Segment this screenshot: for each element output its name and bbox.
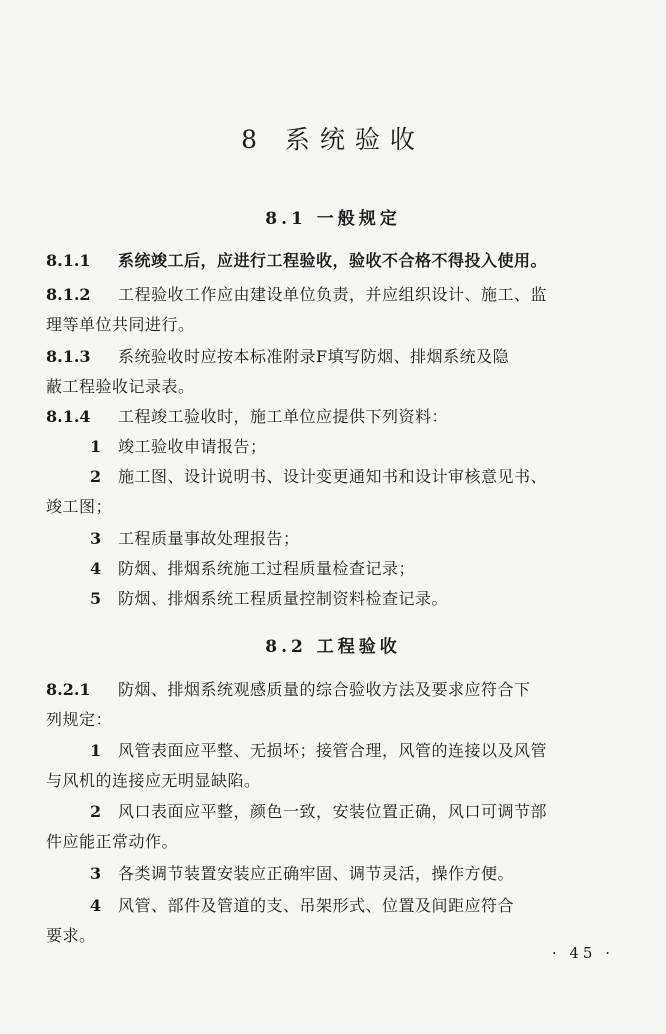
list-item [90,741,626,761]
list-item-continuation: 件应能正常动作。 [46,832,179,851]
clause-8-1-3-continuation: 蔽工程验收记录表。 [46,377,195,396]
item-text: 防烟、排烟系统施工过程质量检查记录； [118,559,416,578]
page-number: · 45 · [551,944,614,962]
item-text: 风管、部件及管道的支、吊架形式、位置及间距应符合 [118,896,515,915]
clause-number: 8.1.3 [46,347,91,366]
item-text: 风管表面应平整、无损坏；接管合理，风管的连接以及风管 [118,741,548,760]
list-item-continuation: 竣工图； [46,497,113,516]
clause-number: 8.1.2 [46,285,91,304]
list-item [90,437,626,457]
item-text: 各类调节装置安装应正确牢固、调节灵活，操作方便。 [118,864,515,883]
list-item [90,896,626,916]
clause-text: 系统竣工后，应进行工程验收，验收不合格不得投入使用。 [118,251,548,270]
section-title-8-2: 8.2 工程验收 [265,637,401,657]
clause-number: 8.1.1 [46,251,91,270]
clause-number: 8.1.4 [46,407,91,426]
clause-8-2-1-continuation: 列规定： [46,710,113,729]
clause-number: 8.2.1 [46,680,91,699]
item-text: 风口表面应平整，颜色一致，安装位置正确，风口可调节部 [118,802,548,821]
list-item [90,529,626,549]
clause-8-1-2-continuation: 理等单位共同进行。 [46,315,195,334]
item-number: 3 [90,864,102,883]
clause-8-2-1 [46,680,626,700]
item-number: 1 [90,437,102,456]
clause-text: 工程验收工作应由建设单位负责，并应组织设计、施工、监 [118,285,548,304]
clause-text: 工程竣工验收时，施工单位应提供下列资料： [118,407,449,426]
clause-text: 防烟、排烟系统观感质量的综合验收方法及要求应符合下 [118,680,531,699]
clause-8-1-2 [46,285,626,305]
list-item [90,589,626,609]
item-number: 3 [90,529,102,548]
item-text: 竣工验收申请报告； [118,437,267,456]
list-item-continuation: 与风机的连接应无明显缺陷。 [46,771,261,790]
item-text: 施工图、设计说明书、设计变更通知书和设计审核意见书、 [118,467,548,486]
item-number: 2 [90,467,102,486]
item-number: 4 [90,559,102,578]
list-item [90,467,626,487]
clause-text: 系统验收时应按本标准附录F填写防烟、排烟系统及隐 [118,347,510,366]
chapter-title: 8 系统验收 [241,125,425,154]
list-item [90,559,626,579]
section-title-8-1: 8.1 一般规定 [265,209,401,229]
list-item-continuation: 要求。 [46,926,96,945]
item-text: 工程质量事故处理报告； [118,529,300,548]
list-item [90,802,626,822]
clause-8-1-4 [46,407,626,427]
item-number: 2 [90,802,102,821]
list-item [90,864,626,884]
item-text: 防烟、排烟系统工程质量控制资料检查记录。 [118,589,449,608]
item-number: 1 [90,741,102,760]
clause-8-1-3 [46,347,626,367]
item-number: 5 [90,589,102,608]
clause-8-1-1 [46,251,626,271]
item-number: 4 [90,896,102,915]
